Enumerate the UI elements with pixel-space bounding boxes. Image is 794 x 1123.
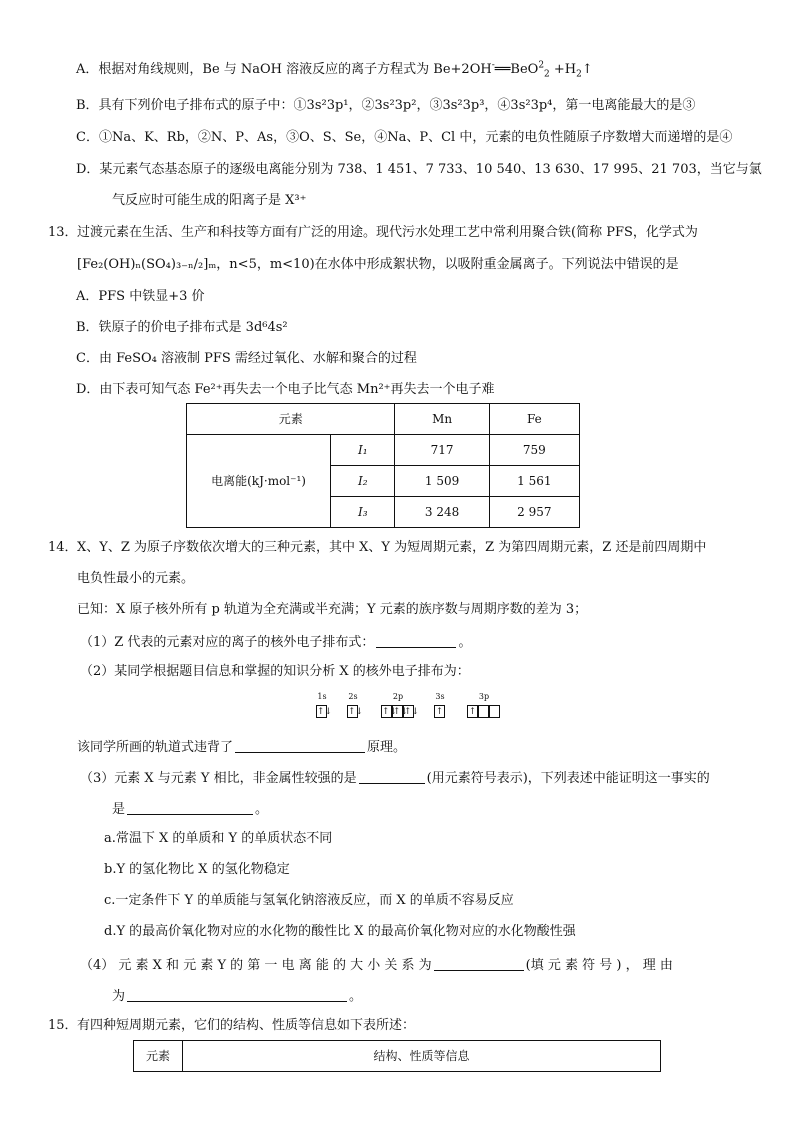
orbital-label-2p: 2p — [392, 692, 404, 701]
header-element: 元素 — [187, 404, 395, 435]
cell-fe-i3: 2 957 — [489, 497, 579, 528]
q12-option-d-line2: 气反应时可能生成的阳离子是 X³⁺ — [112, 193, 307, 208]
q15-stem: 有四种短周期元素，它们的结构、性质等信息如下表所述： — [77, 1018, 416, 1033]
q14-violation-pre: 该同学所画的轨道式违背了 — [77, 740, 234, 755]
q14-part3-pre: （3）元素 X 与元素 Y 相比，非金属性较强的是 — [80, 771, 357, 786]
q12-a-beo: BeO — [510, 62, 539, 77]
q14-part4-pre: （4） 元 素 X 和 元 素 Y 的 第 一 电 离 能 的 大 小 关 系 为 — [80, 958, 432, 973]
cell-fe-i1: 759 — [489, 435, 579, 466]
q14-part4-blank1[interactable] — [434, 957, 524, 971]
header-fe: Fe — [489, 404, 579, 435]
q14-part3-blank1[interactable] — [359, 770, 425, 784]
orbital-box-3p-2 — [478, 705, 489, 718]
header-mn: Mn — [395, 404, 489, 435]
q14-part3-blank2[interactable] — [127, 801, 253, 815]
q14-part3-line2-pre: 是 — [112, 802, 126, 817]
q12-a-sup: 2 — [538, 60, 545, 71]
cell-mn-i1: 717 — [395, 435, 489, 466]
cell-mn-i3: 3 248 — [395, 497, 489, 528]
orbital-label-1s: 1s — [317, 692, 327, 701]
q12-option-c: C．①Na、K、Rb，②N、P、As，③O、S、Se，④Na、P、Cl 中，元素的电负性随原子序数增大而递增的是④ — [76, 130, 733, 145]
orbital-box-3p-3 — [489, 705, 500, 718]
orbital-box-2p-1: ↑↓ — [382, 707, 398, 717]
orbital-box-3p-1: ↑ — [468, 707, 477, 717]
q14-choice-b: b.Y 的氢化物比 X 的氢化物稳定 — [104, 862, 290, 877]
orbital-label-3p: 3p — [478, 692, 490, 701]
table-header-row — [134, 1041, 661, 1072]
q14-stem-line2: 电负性最小的元素。 — [77, 571, 195, 586]
q12-option-b: B．具有下列价电子排布式的原子中：①3s²3p¹，②3s²3p²，③3s²3p³，④3s²3p⁴，第一电离能最大的是③ — [76, 98, 696, 113]
q14-stem-line1: X、Y、Z 为原子序数依次增大的三种元素，其中 X、Y 为短周期元素，Z 为第四周期元素，Z 还是前四周期中 — [77, 540, 707, 555]
q15-number: 15． — [48, 1018, 78, 1033]
q13-option-a: A．PFS 中铁显+3 价 — [76, 289, 205, 304]
q12-a-sub: 2 — [544, 69, 550, 80]
cell-fe-i2: 1 561 — [489, 466, 579, 497]
q14-known: 已知：X 原子核外所有 p 轨道为全充满或半充满；Y 元素的族序数与周期序数的差为 3； — [77, 602, 588, 617]
q12-a-tail: +H — [549, 62, 577, 77]
q14-part4-line2-end: 。 — [349, 989, 363, 1004]
q14-part4-blank2[interactable] — [127, 988, 347, 1002]
table-row — [187, 435, 580, 466]
q14-part1 — [80, 634, 471, 649]
q13-number: 13． — [48, 225, 78, 240]
q13-stem-rest: 在水体中形成絮状物，以吸附重金属离子。下列说法中错误的是 — [314, 257, 679, 272]
q14-part1-end: 。 — [458, 635, 472, 650]
q14-violation-post: 原理。 — [367, 740, 407, 755]
q14-part1-text: （1）Z 代表的元素对应的离子的核外电子排布式： — [80, 635, 375, 650]
q15-header-info: 结构、性质等信息 — [183, 1041, 661, 1072]
q12-a-text: A．根据对角线规则，Be 与 NaOH 溶液反应的离子方程式为 Be+2OH — [76, 62, 492, 77]
q14-part3-line2 — [112, 801, 268, 816]
q12-a-hsub: 2 — [576, 69, 582, 80]
q14-choice-d: d.Y 的最高价氧化物对应的水化物的酸性比 X 的最高价氧化物对应的水化物酸性强 — [104, 924, 576, 939]
orbital-box-2p-2: ↑↓ — [393, 707, 409, 717]
cell-i1: I₁ — [331, 435, 395, 466]
q15-table — [133, 1040, 661, 1072]
q14-part2: （2）某同学根据题目信息和掌握的知识分析 X 的核外电子排布为： — [80, 664, 470, 679]
q13-option-c: C．由 FeSO₄ 溶液制 PFS 需经过氧化、水解和聚合的过程 — [76, 351, 417, 366]
q13-stem-line1: 过渡元素在生活、生产和科技等方面有广泛的用途。现代污水处理工艺中常利用聚合铁(简称 PFS，化学式为 — [77, 225, 698, 240]
q14-violation — [77, 739, 406, 754]
orbital-box-1s: ↑↓ — [317, 707, 333, 717]
q13-option-d: D．由下表可知气态 Fe²⁺再失去一个电子比气态 Mn²⁺再失去一个电子难 — [76, 382, 495, 397]
q12-a-arrow: ══ — [494, 62, 511, 77]
q14-violation-blank[interactable] — [235, 739, 365, 753]
orbital-label-2s: 2s — [348, 692, 358, 701]
cell-mn-i2: 1 509 — [395, 466, 489, 497]
orbital-box-2s: ↑↓ — [348, 707, 364, 717]
q14-part4-line2-pre: 为 — [112, 989, 126, 1004]
q12-option-a — [76, 60, 593, 80]
q13-formula: [Fe₂(OH)ₙ(SO₄)₃₋ₙ/₂]ₘ，n<5，m<10) — [77, 257, 315, 272]
q14-part4-post: (填 元 素 符 号 ) ， 理 由 — [525, 958, 673, 973]
table-header-row — [187, 404, 580, 435]
orbital-box-2p-3: ↑↓ — [404, 707, 420, 717]
q12-option-d-line1: D．某元素气态基态原子的逐级电离能分别为 738、1 451、7 733、10 540、13 630、17 995、21 703，当它与氯 — [76, 162, 762, 177]
row-label-ionization-energy: 电离能(kJ·mol⁻¹) — [187, 435, 331, 528]
q13-stem-line2 — [77, 258, 679, 271]
cell-i2: I₂ — [331, 466, 395, 497]
orbital-box-3s: ↑ — [435, 707, 444, 717]
q12-a-minus: - — [491, 60, 495, 71]
q14-part4 — [80, 957, 673, 972]
q14-part3 — [80, 770, 710, 785]
cell-i3: I₃ — [331, 497, 395, 528]
q14-part1-blank[interactable] — [376, 634, 456, 648]
q14-number: 14． — [48, 540, 78, 555]
q14-part4-line2 — [112, 988, 362, 1003]
orbital-diagram — [300, 693, 520, 723]
q12-a-up: ↑ — [581, 62, 593, 77]
ionization-energy-table — [186, 403, 580, 528]
q14-part3-line2-end: 。 — [255, 802, 269, 817]
q14-choice-c: c.一定条件下 Y 的单质能与氢氧化钠溶液反应，而 X 的单质不容易反应 — [104, 893, 514, 908]
q15-header-element: 元素 — [134, 1041, 183, 1072]
q14-part3-post: (用元素符号表示)，下列表述中能证明这一事实的 — [426, 771, 710, 786]
q14-choice-a: a.常温下 X 的单质和 Y 的单质状态不同 — [104, 831, 333, 846]
q13-option-b: B．铁原子的价电子排布式是 3d⁶4s² — [76, 320, 288, 335]
orbital-label-3s: 3s — [435, 692, 445, 701]
